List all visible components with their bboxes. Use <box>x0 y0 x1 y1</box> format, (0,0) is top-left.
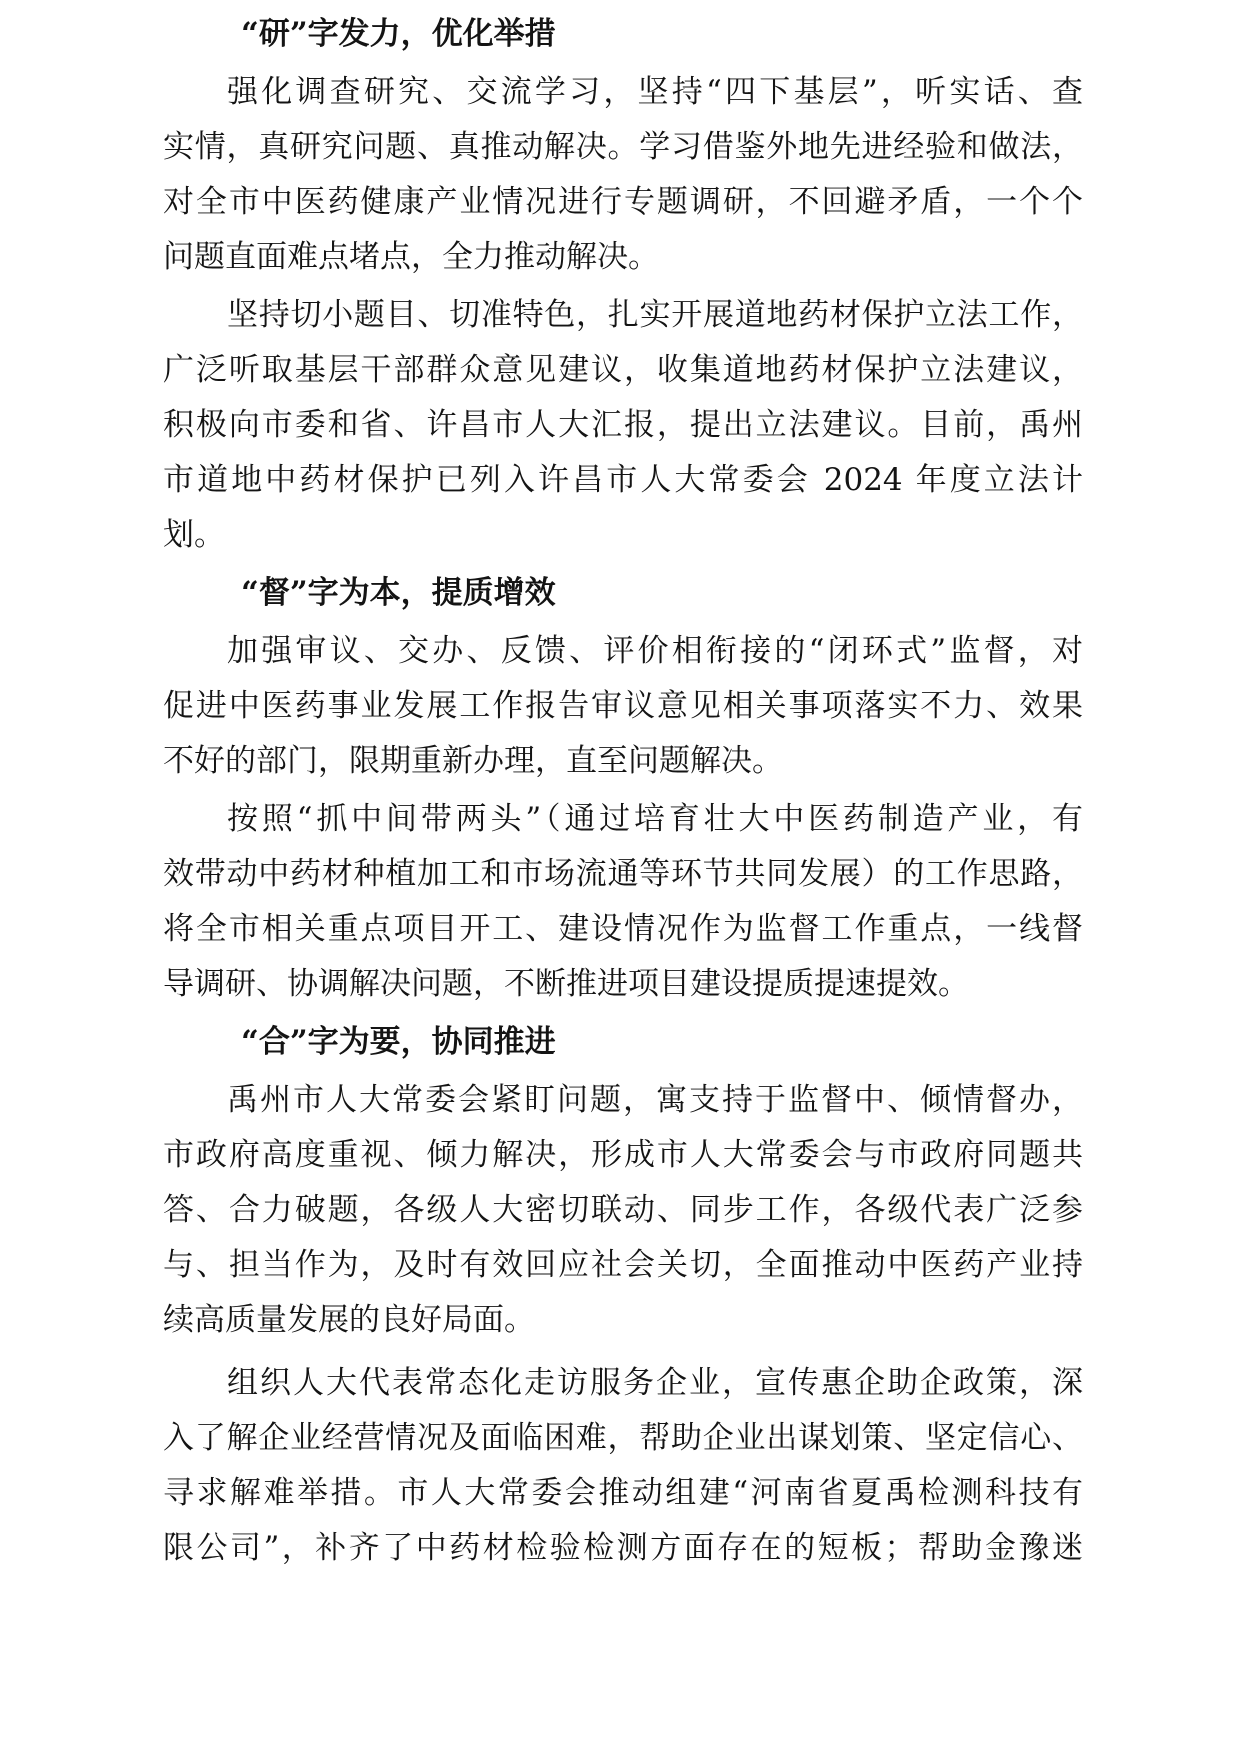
paragraph-line: 入了解企业经营情况及面临困难，帮助企业出谋划策、坚定信心、 <box>163 1420 1083 1456</box>
paragraph-line: 禹州市人大常委会紧盯问题，寓支持于监督中、倾情督办， <box>227 1082 1083 1118</box>
paragraph-line: 广泛听取基层干部群众意见建议，收集道地药材保护立法建议， <box>163 352 1083 388</box>
paragraph-line: 促进中医药事业发展工作报告审议意见相关事项落实不力、效果 <box>163 688 1083 724</box>
paragraph-line: 寻求解难举措。市人大常委会推动组建“河南省夏禹检测科技有 <box>163 1475 1083 1511</box>
paragraph-line: 效带动中药材种植加工和市场流通等环节共同发展）的工作思路， <box>163 856 1083 892</box>
paragraph-line: 坚持切小题目、切准特色，扎实开展道地药材保护立法工作， <box>227 297 1083 333</box>
paragraph-line: 续高质量发展的良好局面。 <box>163 1302 535 1338</box>
paragraph-line: 强化调查研究、交流学习，坚持“四下基层”，听实话、查 <box>227 74 1083 110</box>
paragraph-line: 市政府高度重视、倾力解决，形成市人大常委会与市政府同题共 <box>163 1137 1083 1173</box>
paragraph-line: 导调研、协调解决问题，不断推进项目建设提质提速提效。 <box>163 966 969 1002</box>
paragraph-line: 限公司”，补齐了中药材检验检测方面存在的短板；帮助金豫迷 <box>163 1530 1083 1566</box>
paragraph-line: 与、担当作为，及时有效回应社会关切，全面推动中医药产业持 <box>163 1247 1083 1283</box>
paragraph-line: 不好的部门，限期重新办理，直至问题解决。 <box>163 743 783 779</box>
section-heading: “合”字为要，协同推进 <box>241 1024 556 1060</box>
section-heading: “督”字为本，提质增效 <box>241 575 556 611</box>
paragraph-line: 答、合力破题，各级人大密切联动、同步工作，各级代表广泛参 <box>163 1192 1083 1228</box>
paragraph-line: 加强审议、交办、反馈、评价相衔接的“闭环式”监督，对 <box>227 633 1083 669</box>
paragraph-line: 按照“抓中间带两头”（通过培育壮大中医药制造产业，有 <box>227 801 1083 837</box>
paragraph-line: 划。 <box>163 517 225 553</box>
paragraph-line: 将全市相关重点项目开工、建设情况作为监督工作重点，一线督 <box>163 911 1083 947</box>
paragraph-line: 实情，真研究问题、真推动解决。学习借鉴外地先进经验和做法， <box>163 129 1083 165</box>
paragraph-line: 积极向市委和省、许昌市人大汇报，提出立法建议。目前，禹州 <box>163 407 1083 443</box>
section-heading: “研”字发力，优化举措 <box>241 16 556 52</box>
paragraph-line: 组织人大代表常态化走访服务企业，宣传惠企助企政策，深 <box>227 1365 1083 1401</box>
paragraph-line: 市道地中药材保护已列入许昌市人大常委会 2024 年度立法计 <box>163 462 1083 498</box>
paragraph-line: 问题直面难点堵点，全力推动解决。 <box>163 239 659 275</box>
paragraph-line: 对全市中医药健康产业情况进行专题调研，不回避矛盾，一个个 <box>163 184 1083 220</box>
